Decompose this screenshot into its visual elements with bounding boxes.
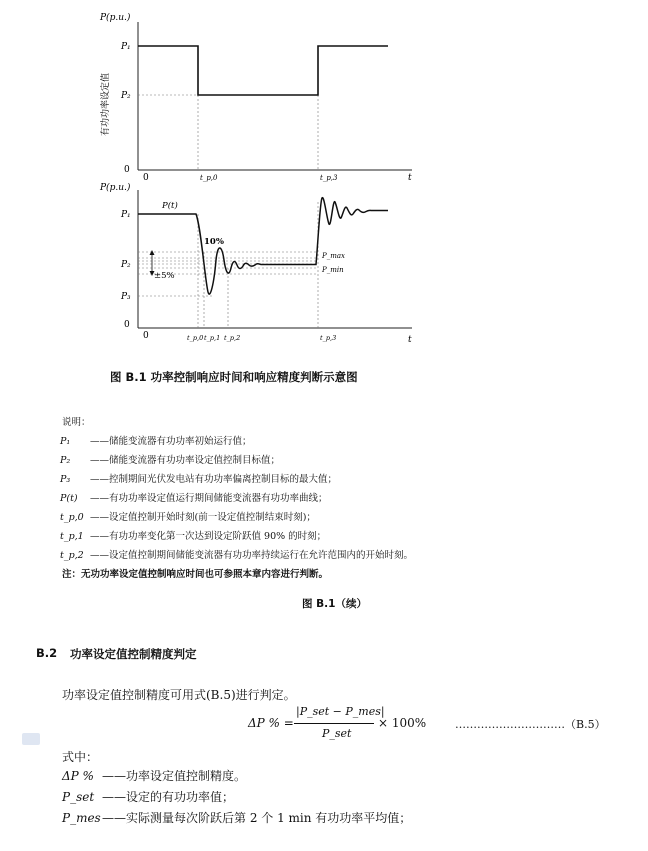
legend-text: ——储能变流器有功功率初始运行值；: [90, 436, 252, 447]
bottom-tick-tp0: t_p,0: [187, 334, 204, 342]
bottom-tick-p3: P₃: [121, 292, 131, 302]
definition-symbol: P_mes: [62, 811, 101, 825]
definition-row: [62, 788, 234, 805]
formula-tail: × 100%: [378, 716, 427, 730]
legend-item: [60, 509, 316, 523]
legend-symbol: P(t): [60, 493, 78, 504]
top-tick-zero: 0: [124, 165, 130, 175]
top-y-side-label: 有功功率设定值: [101, 72, 111, 136]
legend-note: 注：无功功率设定值控制响应时间也可参照本章内容进行判断。: [62, 569, 329, 580]
watermark-logo: [22, 733, 40, 745]
overshoot-label: 10%: [204, 237, 224, 247]
definition-row: [62, 767, 246, 784]
legend-item: [60, 490, 328, 504]
bottom-origin: 0: [143, 331, 149, 341]
legend-item: [60, 528, 326, 542]
legend-symbol: t_p,1: [60, 531, 84, 542]
legend-symbol: t_p,0: [60, 512, 84, 523]
definition-text: ——功率设定值控制精度。: [102, 769, 247, 783]
top-x-label: t: [408, 173, 412, 183]
legend-text: ——设定值控制期间储能变流器有功功率持续运行在允许范围内的开始时刻。: [90, 550, 414, 561]
setpoint-step-curve: [138, 46, 388, 95]
legend-symbol: P₃: [60, 474, 71, 485]
legend-item: [60, 547, 413, 561]
section-number: B.2: [36, 646, 58, 660]
formula-fraction-bar: [294, 723, 374, 724]
bottom-tick-tp3: t_p,3: [320, 334, 337, 342]
bottom-tick-p2: P₂: [121, 260, 131, 270]
bottom-tick-p1: P₁: [121, 210, 131, 220]
formula-lhs: ΔP % =: [248, 716, 294, 730]
legend-item: [60, 433, 252, 447]
bottom-tick-tp1: t_p,1: [204, 334, 221, 342]
legend-text: ——有功功率变化第一次达到设定阶跃值 90% 的时刻；: [90, 531, 327, 542]
bottom-tick-zero: 0: [124, 320, 130, 330]
legend-item: [60, 452, 280, 466]
top-y-label: P(p.u.): [100, 13, 131, 23]
legend-title: 说明：: [62, 417, 91, 428]
definition-symbol: ΔP %: [62, 769, 94, 783]
definition-text: ——设定的有功功率值；: [102, 790, 235, 804]
top-tick-tp3: t_p,3: [320, 174, 338, 182]
response-curve: [138, 198, 388, 294]
figure-caption: 图 B.1 功率控制响应时间和响应精度判断示意图: [110, 370, 358, 384]
top-tick-tp0: t_p,0: [200, 174, 218, 182]
section-title: 功率设定值控制精度判定: [70, 647, 197, 661]
pmax-label: P_max: [322, 252, 345, 260]
formula-numerator: |P_set − P_mes|: [296, 705, 385, 718]
curve-label: P(t): [162, 201, 178, 211]
figure-setpoint-chart: [90, 8, 420, 188]
pmin-label: P_min: [322, 266, 344, 274]
definition-text: ——实际测量每次阶跃后第 2 个 1 min 有功功率平均值；: [102, 811, 412, 825]
legend-symbol: t_p,2: [60, 550, 84, 561]
legend-text: ——设定值控制开始时刻(前一设定值控制结束时刻)；: [90, 512, 316, 523]
legend-symbol: P₂: [60, 455, 71, 466]
legend-item: [60, 471, 337, 485]
legend-text: ——有功功率设定值运行期间储能变流器有功功率曲线；: [90, 493, 328, 504]
formula-denominator: P_set: [322, 727, 352, 740]
where-label: 式中：: [62, 750, 99, 764]
legend-text: ——储能变流器有功功率设定值控制目标值；: [90, 455, 281, 466]
top-tick-p1: P₁: [121, 42, 131, 52]
bottom-x-label: t: [408, 335, 412, 345]
bottom-tick-tp2: t_p,2: [224, 334, 241, 342]
band-label: ±5%: [154, 271, 175, 281]
figure-response-chart: [90, 182, 420, 352]
band-arrow-head-top: [150, 250, 155, 255]
definition-symbol: P_set: [62, 790, 95, 804]
figure-caption-continued: 图 B.1（续）: [302, 598, 367, 610]
formula-reference: …………………………（B.5）: [455, 718, 606, 731]
legend-symbol: P₁: [60, 436, 71, 447]
definition-row: [62, 809, 411, 826]
top-tick-p2: P₂: [121, 91, 131, 101]
section-intro: 功率设定值控制精度可用式(B.5)进行判定。: [62, 688, 296, 702]
legend-text: ——控制期间光伏发电站有功功率偏离控制目标的最大值；: [90, 474, 338, 485]
bottom-y-label: P(p.u.): [100, 183, 131, 193]
top-origin: 0: [143, 173, 149, 183]
